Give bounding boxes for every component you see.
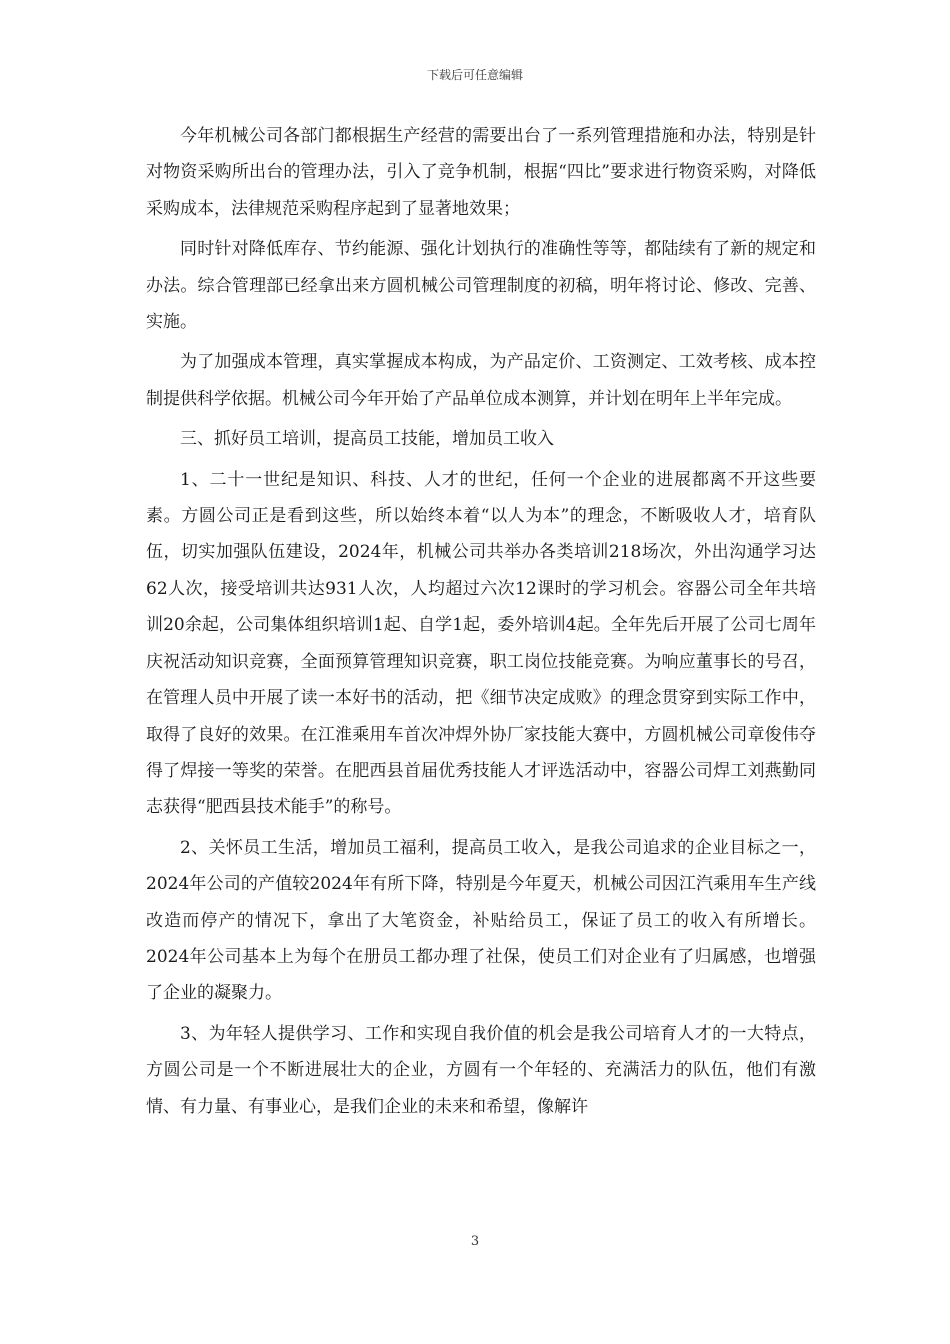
page-number: 3 — [470, 1234, 480, 1249]
section-heading: 三、抓好员工培训，提高员工技能，增加员工收入 — [180, 429, 554, 450]
document-body — [146, 118, 816, 1129]
paragraph-2: 同时针对降低库存、节约能源、强化计划执行的准确性等等，都陆续有了新的规定和办法。综合管理部已经拿出来方圆机械公司管理制度的初稿，明年将讨论、修改、完善、实施。 — [146, 239, 816, 333]
paragraph-5: 2、关怀员工生活，增加员工福利，提高员工收入，是我公司追求的企业目标之一，2024年公司的产值较2024年有所下降，特别是今年夏天，机械公司因江汽乘用车生产线改造而停产的情况下，拿出了大笔资金，补贴给员工，保证了员工的收入有所增长。2024年公司基本上为每个在册员工都办理了社保，使员工们对企业有了归属感，也增强了企业的凝聚力。 — [146, 837, 816, 1004]
paragraph-6: 3、为年轻人提供学习、工作和实现自我价值的机会是我公司培育人才的一大特点，方圆公司是一个不断进展壮大的企业，方圆有一个年轻的、充满活力的队伍，他们有激情、有力量、有事业心，是我们企业的未来和希望，像解许 — [146, 1023, 816, 1117]
paragraph-3: 为了加强成本管理，真实掌握成本构成，为产品定价、工资测定、工效考核、成本控制提供科学依据。机械公司今年开始了产品单位成本测算，并计划在明年上半年完成。 — [146, 352, 816, 409]
paragraph-1: 今年机械公司各部门都根据生产经营的需要出台了一系列管理措施和办法，特别是针对物资采购所出台的管理办法，引入了竞争机制，根据“四比”要求进行物资采购，对降低采购成本，法律规范采购程序起到了显著地效果； — [146, 126, 816, 219]
paragraph-4: 1、二十一世纪是知识、科技、人才的世纪，任何一个企业的进展都离不开这些要素。方圆公司正是看到这些，所以始终本着“以人为本”的理念，不断吸收人才，培育队伍，切实加强队伍建设，2024年，机械公司共举办各类培训218场次，外出沟通学习达62人次，接受培训共达931人次，人均超过六次12课时的学习机会。容器公司全年共培训20余起，公司集体组织培训1起、自学1起，委外培训4起。全年先后开展了公司七周年庆祝活动知识竞赛，全面预算管理知识竞赛，职工岗位技能竞赛。为响应董事长的号召，在管理人员中开展了读一本好书的活动，把《细节决定成败》的理念贯穿到实际工作中，取得了良好的效果。在江淮乘用车首次冲焊外协厂家技能大赛中，方圆机械公司章俊伟夺得了焊接一等奖的荣誉。在肥西县首届优秀技能人才评选活动中，容器公司焊工刘燕勤同志获得“肥西县技术能手”的称号。 — [146, 469, 816, 818]
page-header: 下载后可任意编辑 — [426, 68, 523, 82]
